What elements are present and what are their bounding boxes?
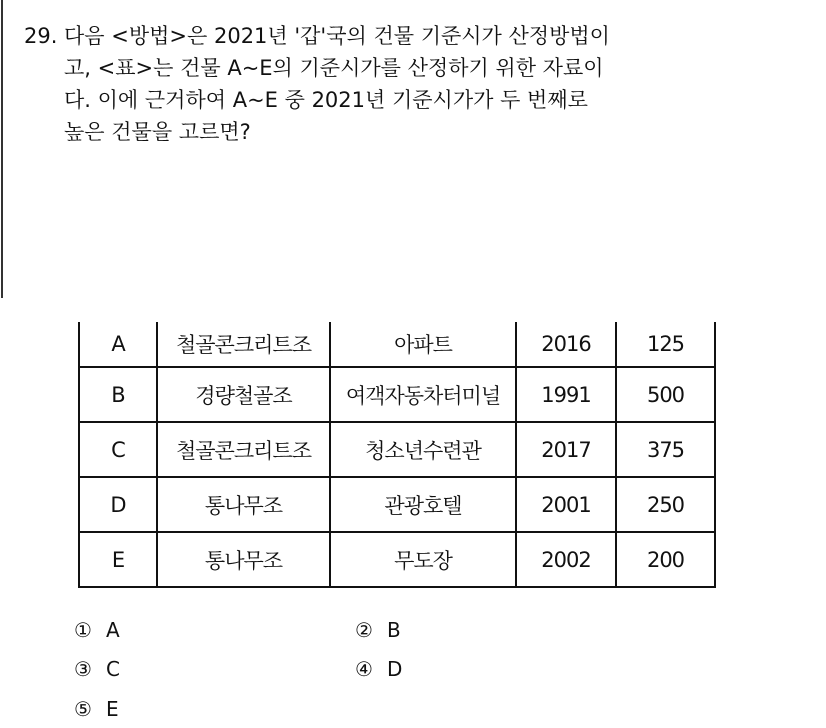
option-1[interactable] bbox=[74, 618, 134, 642]
option-4[interactable] bbox=[355, 657, 416, 681]
table-row bbox=[79, 322, 715, 367]
cell-area: 125 bbox=[616, 322, 715, 367]
cell-area: 250 bbox=[616, 477, 715, 532]
cell-building-id: A bbox=[79, 322, 157, 367]
building-table bbox=[78, 322, 716, 588]
table-row bbox=[79, 532, 715, 587]
option-label: A bbox=[105, 618, 120, 642]
option-2[interactable] bbox=[355, 618, 415, 642]
cell-year: 1991 bbox=[516, 367, 616, 422]
cell-building-id: C bbox=[79, 422, 157, 477]
question bbox=[24, 20, 804, 148]
cell-structure: 통나무조 bbox=[157, 532, 330, 587]
option-mark: ② bbox=[355, 618, 373, 642]
cell-area: 375 bbox=[616, 422, 715, 477]
option-mark: ① bbox=[74, 618, 92, 642]
option-mark: ③ bbox=[74, 657, 92, 681]
question-line: 다음 <방법>은 2021년 '갑'국의 건물 기준시가 산정방법이 bbox=[64, 24, 610, 48]
cell-usage: 여객자동차터미널 bbox=[330, 367, 516, 422]
question-line: 높은 건물을 고르면? bbox=[64, 120, 251, 144]
cell-structure: 철골콘크리트조 bbox=[157, 322, 330, 367]
cell-usage: 관광호텔 bbox=[330, 477, 516, 532]
table-row bbox=[79, 422, 715, 477]
option-label: D bbox=[386, 657, 403, 681]
cell-structure: 철골콘크리트조 bbox=[157, 422, 330, 477]
option-mark: ④ bbox=[355, 657, 373, 681]
cell-structure: 경량철골조 bbox=[157, 367, 330, 422]
cell-building-id: D bbox=[79, 477, 157, 532]
table-row bbox=[79, 477, 715, 532]
option-label: B bbox=[386, 618, 401, 642]
cell-area: 200 bbox=[616, 532, 715, 587]
question-line: 고, <표>는 건물 A~E의 기준시가를 산정하기 위한 자료이 bbox=[64, 56, 604, 80]
question-number: 29. bbox=[24, 24, 58, 48]
cell-structure: 통나무조 bbox=[157, 477, 330, 532]
question-line: 다. 이에 근거하여 A~E 중 2021년 기준시가가 두 번째로 bbox=[64, 88, 588, 112]
option-mark: ⑤ bbox=[74, 697, 92, 721]
table-row bbox=[79, 367, 715, 422]
cell-usage: 무도장 bbox=[330, 532, 516, 587]
option-label: E bbox=[105, 697, 119, 721]
option-label: C bbox=[105, 657, 120, 681]
cell-building-id: E bbox=[79, 532, 157, 587]
cell-building-id: B bbox=[79, 367, 157, 422]
cell-usage: 아파트 bbox=[330, 322, 516, 367]
cell-year: 2017 bbox=[516, 422, 616, 477]
page-border-line bbox=[1, 0, 3, 298]
cell-year: 2002 bbox=[516, 532, 616, 587]
option-3[interactable] bbox=[74, 657, 134, 681]
cell-year: 2016 bbox=[516, 322, 616, 367]
option-5[interactable] bbox=[74, 697, 133, 721]
cell-year: 2001 bbox=[516, 477, 616, 532]
cell-usage: 청소년수련관 bbox=[330, 422, 516, 477]
cell-area: 500 bbox=[616, 367, 715, 422]
